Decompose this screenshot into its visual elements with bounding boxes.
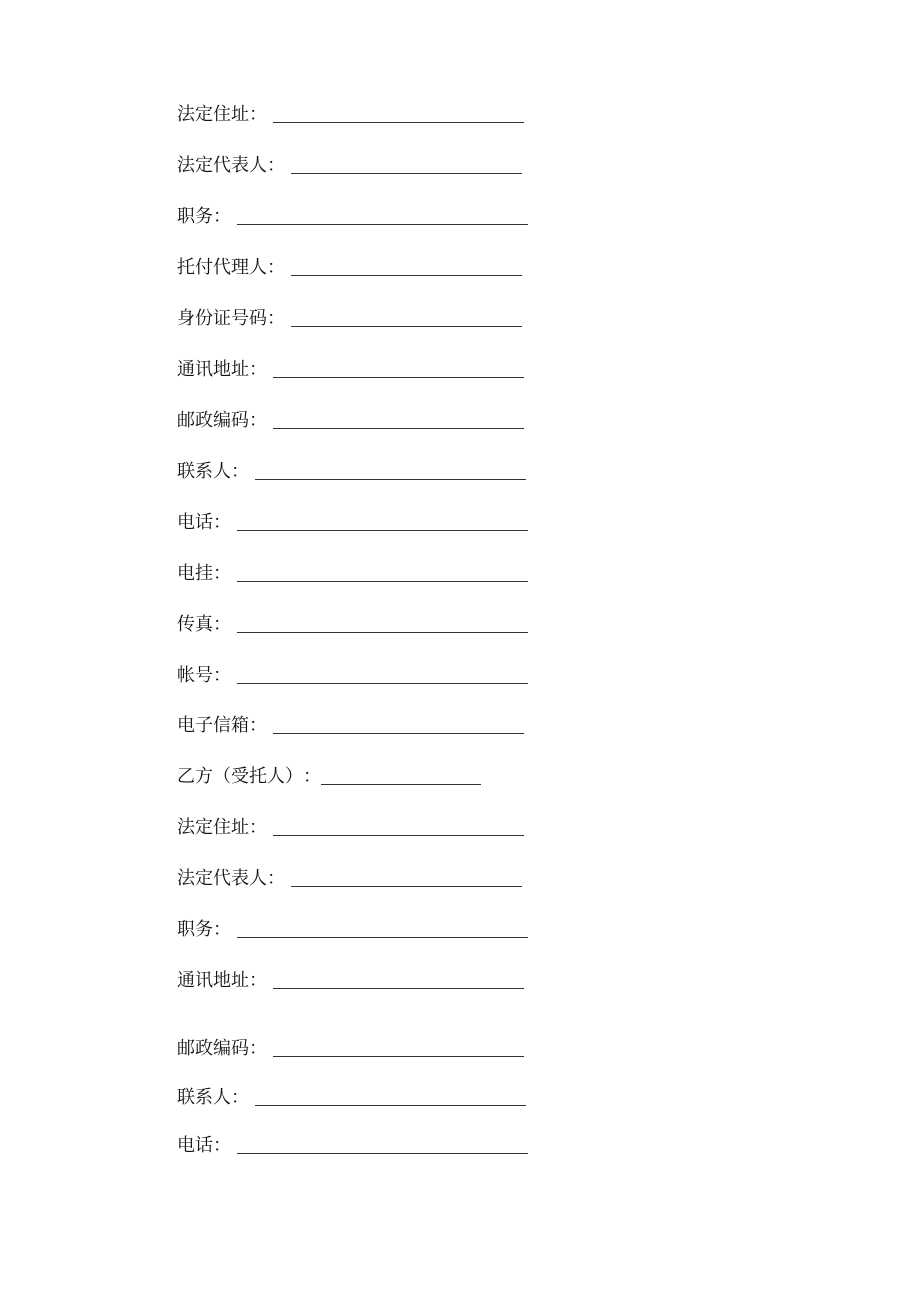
field-label: 帐号 [177,665,213,686]
field-account-number [177,661,528,687]
field-label: 职务 [177,919,213,940]
field-email [177,711,524,737]
field-label: 传真 [177,614,213,635]
blank-line[interactable] [273,835,524,836]
field-label: 邮政编码 [177,1038,249,1059]
field-colon: ： [249,104,267,125]
field-colon: ： [231,461,249,482]
field-colon: ： [213,614,231,635]
blank-line[interactable] [237,224,528,225]
blank-line[interactable] [273,428,524,429]
field-colon: ： [249,817,267,838]
field-postal-code [177,406,524,432]
field-colon: ： [267,868,285,889]
field-legal-representative [177,151,522,177]
field-label: 电话 [177,1135,213,1156]
field-label: 邮政编码 [177,410,249,431]
field-cable-address [177,559,528,585]
blank-line[interactable] [237,1153,528,1154]
field-colon: ： [249,970,267,991]
field-label: 联系人 [177,461,231,482]
blank-line[interactable] [291,326,522,327]
blank-line[interactable] [273,988,524,989]
blank-line[interactable] [237,530,528,531]
blank-line[interactable] [273,377,524,378]
field-legal-address [177,100,524,126]
field-label: 联系人 [177,1087,231,1108]
field-label: 法定住址 [177,817,249,838]
field-colon: ： [213,919,231,940]
field-label: 电话 [177,512,213,533]
field-label: 职务 [177,206,213,227]
field-colon: ： [249,1038,267,1059]
field-label: 电挂 [177,563,213,584]
field-b-phone [177,1131,528,1157]
field-label: 通讯地址 [177,970,249,991]
field-colon: ： [249,410,267,431]
blank-line[interactable] [291,886,522,887]
field-b-position [177,915,528,941]
field-mailing-address [177,355,524,381]
field-label: 乙方（受托人） [177,766,303,787]
field-colon: ： [213,665,231,686]
field-phone [177,508,528,534]
field-b-contact-person [177,1083,526,1109]
field-colon: ： [213,206,231,227]
field-label: 法定代表人 [177,155,267,176]
party-b-heading [177,762,481,788]
field-colon: ： [213,512,231,533]
blank-line[interactable] [291,275,522,276]
field-label: 托付代理人 [177,257,267,278]
blank-line[interactable] [255,479,526,480]
field-colon: ： [267,308,285,329]
field-colon: ： [213,1135,231,1156]
field-b-postal-code [177,1034,524,1060]
field-fax [177,610,528,636]
blank-line[interactable] [237,937,528,938]
field-colon: ： [267,155,285,176]
field-colon: ： [303,766,321,787]
field-label: 通讯地址 [177,359,249,380]
field-b-legal-representative [177,864,522,890]
field-colon: ： [267,257,285,278]
blank-line[interactable] [237,632,528,633]
field-colon: ： [249,359,267,380]
field-colon: ： [213,563,231,584]
blank-line[interactable] [237,581,528,582]
blank-line[interactable] [291,173,522,174]
field-b-legal-address [177,813,524,839]
blank-line[interactable] [273,733,524,734]
blank-line[interactable] [255,1105,526,1106]
blank-line[interactable] [273,122,524,123]
field-label: 法定住址 [177,104,249,125]
field-contact-person [177,457,526,483]
blank-line[interactable] [321,784,481,785]
field-position [177,202,528,228]
blank-line[interactable] [273,1056,524,1057]
field-label: 身份证号码 [177,308,267,329]
blank-line[interactable] [237,683,528,684]
field-id-number [177,304,522,330]
field-authorized-agent [177,253,522,279]
field-b-mailing-address [177,966,524,992]
field-label: 电子信箱 [177,715,249,736]
field-colon: ： [249,715,267,736]
field-colon: ： [231,1087,249,1108]
field-label: 法定代表人 [177,868,267,889]
